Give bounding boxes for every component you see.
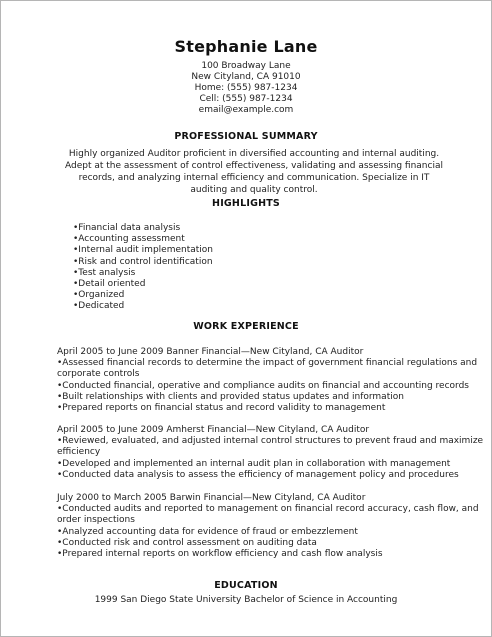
job-bullet: •Conducted risk and control assessment on auditing data xyxy=(57,537,317,548)
job-entry-barwin xyxy=(57,493,487,560)
highlight-item: •Organized xyxy=(73,290,125,301)
job-bullet: •Conducted data analysis to assess the efficiency of management policy and procedures xyxy=(57,469,459,480)
summary-heading: PROFESSIONAL SUMMARY xyxy=(174,131,318,142)
job-bullet: •Prepared internal reports on workflow efficiency and cash flow analysis xyxy=(57,549,383,560)
highlight-item: •Accounting assessment xyxy=(73,234,185,245)
education-heading: EDUCATION xyxy=(214,580,278,591)
education-entry: 1999 San Diego State University Bachelor of Science in Accounting xyxy=(94,595,398,605)
job-entry-amherst xyxy=(57,425,487,481)
highlights-list xyxy=(73,223,213,313)
job-bullet: •Prepared reports on financial status and record validity to management xyxy=(57,403,386,414)
contact-home-phone: Home: (555) 987-1234 xyxy=(194,83,298,93)
job-heading: April 2005 to June 2009 Banner Financial—New Cityland, CA Auditor xyxy=(57,347,364,357)
experience-heading: WORK EXPERIENCE xyxy=(193,321,299,332)
contact-address: 100 Broadway Lane xyxy=(201,61,291,71)
job-heading: July 2000 to March 2005 Barwin Financial—New Cityland, CA Auditor xyxy=(57,493,366,503)
job-bullet: •Conducted financial, operative and compliance audits on financial and accounting records xyxy=(57,380,469,391)
highlights-heading: HIGHLIGHTS xyxy=(212,198,280,209)
contact-block xyxy=(1,61,491,116)
summary-text: Highly organized Auditor proficient in diversified accounting and internal auditing. Adept at the assessment of control effectiveness, validating and assessing financial records, and analyzing internal efficiency and communication. Specialize in IT auditing and quality control. xyxy=(65,149,443,195)
job-bullet: •Developed and implemented an internal audit plan in collaboration with management xyxy=(57,458,451,469)
highlight-item: •Internal audit implementation xyxy=(73,245,213,256)
highlight-item: •Detail oriented xyxy=(73,279,146,290)
job-bullet: •Assessed financial records to determine the impact of government financial regulations and corporate controls xyxy=(57,358,478,380)
job-bullet: •Analyzed accounting data for evidence of fraud or embezzlement xyxy=(57,526,358,537)
contact-email: email@example.com xyxy=(198,105,294,115)
candidate-name: Stephanie Lane xyxy=(174,37,318,56)
contact-cell-phone: Cell: (555) 987-1234 xyxy=(199,94,293,104)
highlight-item: •Risk and control identification xyxy=(73,256,213,267)
job-bullet: •Built relationships with clients and provided status updates and information xyxy=(57,391,404,402)
job-heading: April 2005 to June 2009 Amherst Financial—New Cityland, CA Auditor xyxy=(57,425,370,435)
job-bullet: •Reviewed, evaluated, and adjusted internal control structures to prevent fraud and maximize efficiency xyxy=(57,436,484,458)
job-bullet: •Conducted audits and reported to management on financial record accuracy, cash flow, and order inspections xyxy=(57,504,479,526)
highlight-item: •Dedicated xyxy=(73,301,125,312)
contact-city: New Cityland, CA 91010 xyxy=(191,72,301,82)
highlight-item: •Test analysis xyxy=(73,267,136,278)
highlight-item: •Financial data analysis xyxy=(73,223,181,233)
job-entry-banner xyxy=(57,347,487,414)
